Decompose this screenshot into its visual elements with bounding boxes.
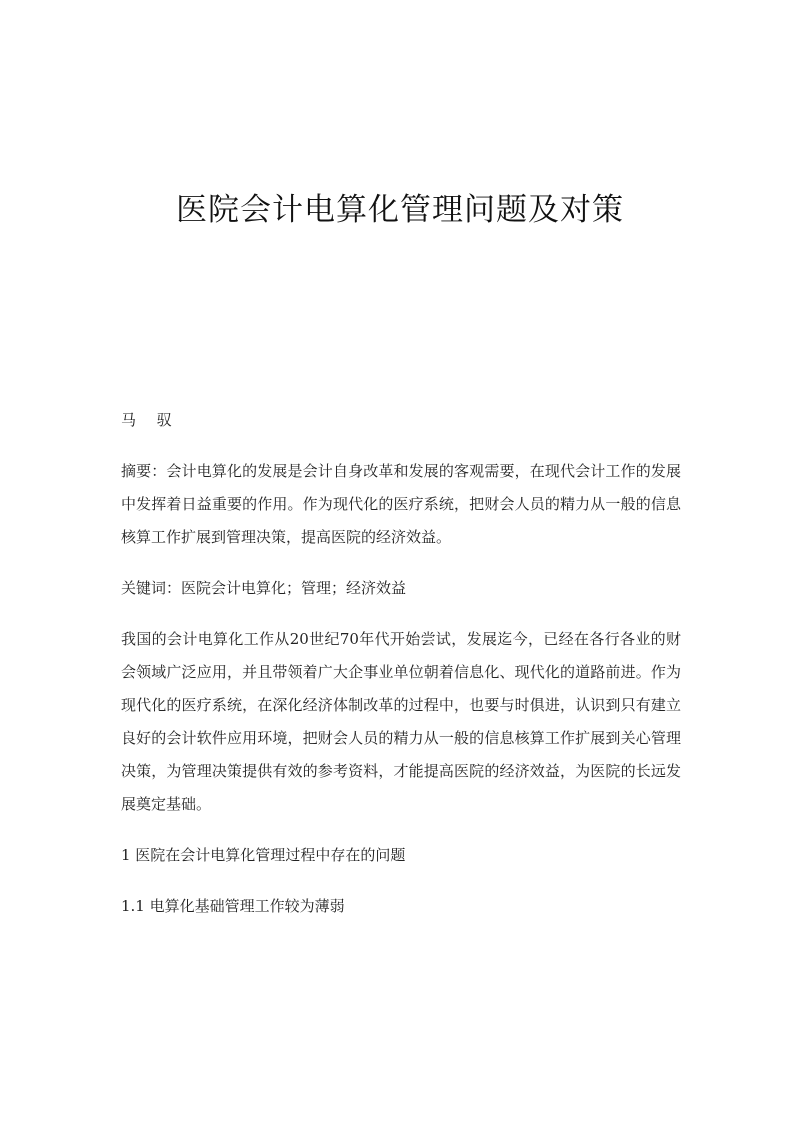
section-heading-1: 1 医院在会计电算化管理过程中存在的问题 — [121, 846, 406, 864]
author-name: 马 驭 — [121, 411, 180, 429]
page-title: 医院会计电算化管理问题及对策 — [176, 192, 624, 228]
intro-paragraph: 我国的会计电算化工作从20世纪70年代开始尝试，发展迄今，已经在各行各业的财会领域广泛应用，并且带领着广大企事业单位朝着信息化、现代化的道路前进。作为现代化的医疗系统，在深化经济体制改革的过程中，也要与时俱进，认识到只有建立良好的会计软件应用环境，把财会人员的精力从一般的信息核算工作扩展到关心管理决策，为管理决策提供有效的参考资料，才能提高医院的经济效益，为医院的长远发展奠定基础。 — [121, 630, 681, 813]
abstract-paragraph: 摘要：会计电算化的发展是会计自身改革和发展的客观需要，在现代会计工作的发展中发挥着日益重要的作用。作为现代化的医疗系统，把财会人员的精力从一般的信息核算工作扩展到管理决策，提高医院的经济效益。 — [121, 462, 681, 546]
section-heading-1-1: 1.1 电算化基础管理工作较为薄弱 — [121, 897, 345, 915]
document-body — [121, 404, 681, 941]
keywords-line: 关键词：医院会计电算化；管理；经济效益 — [121, 579, 407, 597]
